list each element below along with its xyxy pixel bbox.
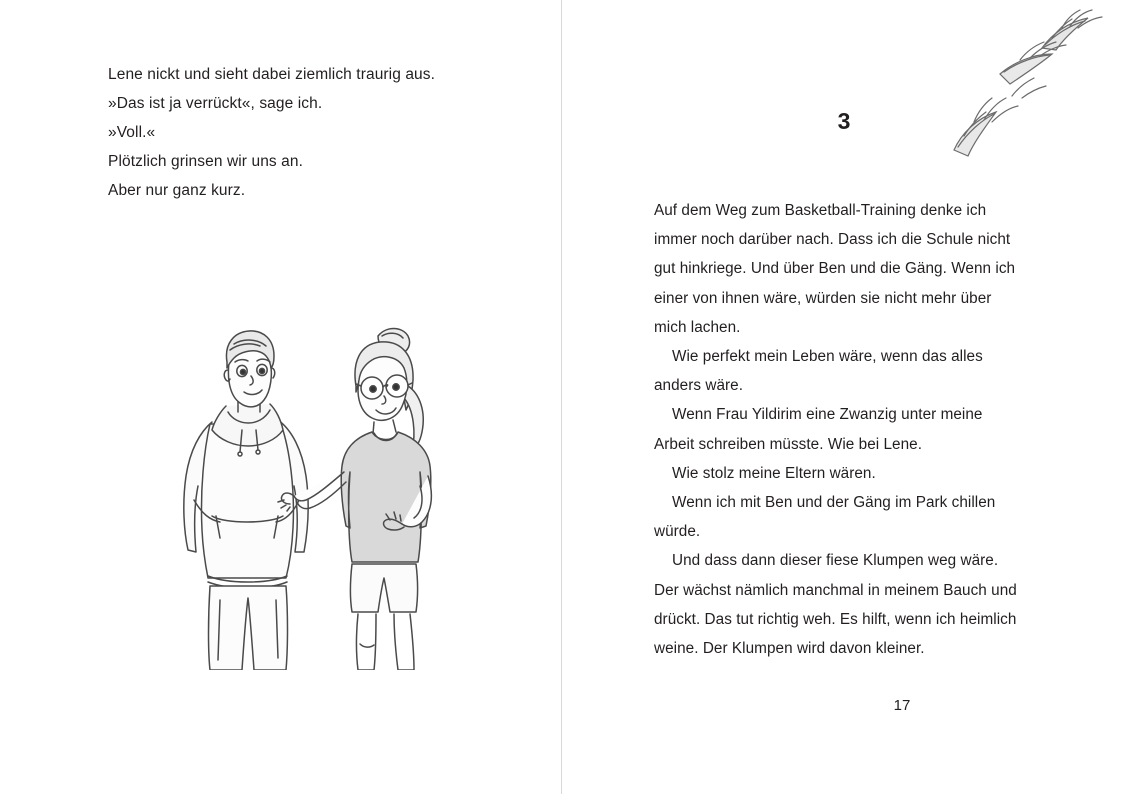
text-line: Lene nickt und sieht dabei ziemlich traurig aus. — [108, 66, 436, 83]
right-page — [562, 0, 1124, 794]
paragraph: Und dass dann dieser fiese Klumpen weg wäre. Der wächst nämlich manchmal in meinem Bauch und drückt. Das tut richtig weh. Es hilft, wenn ich heimlich weine. Der Klumpen wird davon kleiner. — [654, 552, 1017, 658]
grass-tufts-ornament — [892, 8, 1107, 168]
left-page-text-block — [108, 60, 508, 205]
text-line: Aber nur ganz kurz. — [108, 182, 246, 199]
page-number — [562, 697, 1124, 714]
paragraph: Auf dem Weg zum Basketball-Training denke ich immer noch darüber nach. Dass ich die Schule nicht gut hinkriege. Und über Ben und die Gäng. Wenn ich einer von ihnen wäre, würden sie nicht mehr über mich lachen. — [654, 202, 1016, 336]
paragraph: Wenn ich mit Ben und der Gäng im Park chillen würde. — [654, 494, 996, 541]
two-teenagers-illustration — [150, 300, 500, 670]
paragraph: Wie perfekt mein Leben wäre, wenn das alles anders wäre. — [654, 348, 983, 395]
text-line: »Voll.« — [108, 124, 156, 141]
text-line: »Das ist ja verrückt«, sage ich. — [108, 95, 323, 112]
chapter-number: 3 — [837, 108, 851, 134]
right-page-text-block — [654, 196, 1026, 663]
text-line: Plötzlich grinsen wir uns an. — [108, 153, 304, 170]
paragraph: Wie stolz meine Eltern wären. — [672, 464, 876, 482]
page-number-value: 17 — [893, 697, 911, 714]
paragraph: Wenn Frau Yildirim eine Zwanzig unter meine Arbeit schreiben müsste. Wie bei Lene. — [654, 406, 983, 453]
